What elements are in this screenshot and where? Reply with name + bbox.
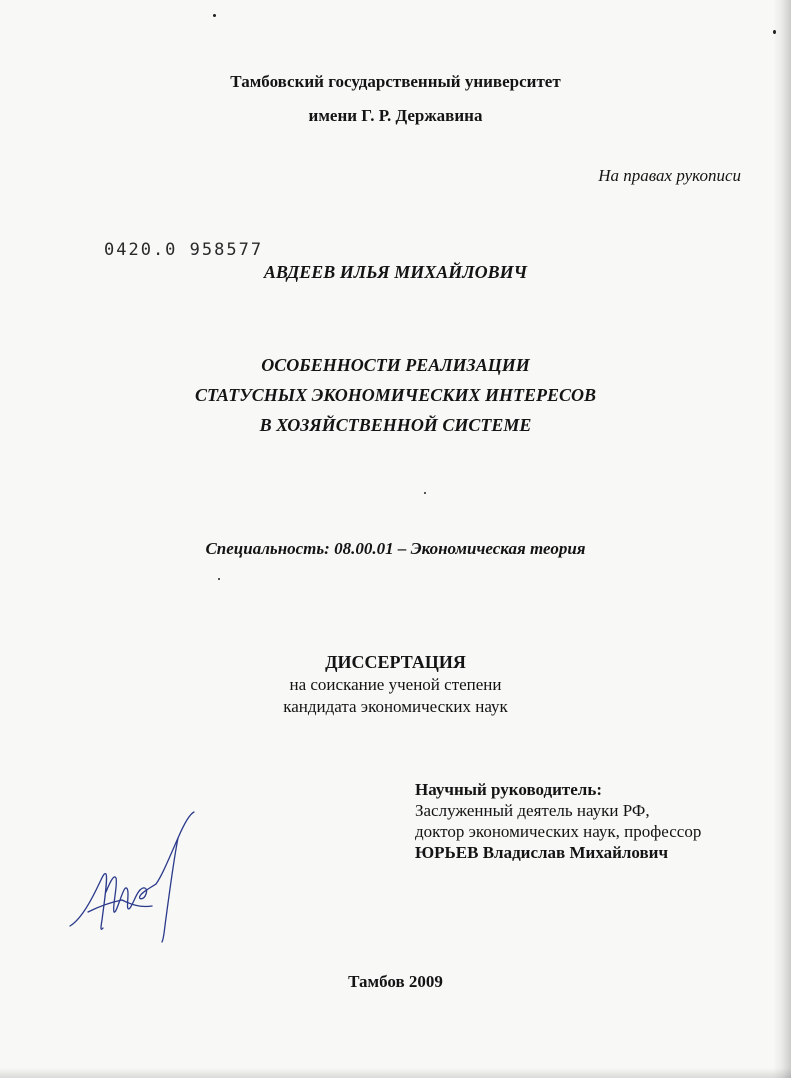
author-name: АВДЕЕВ ИЛЬЯ МИХАЙЛОВИЧ [263,262,528,282]
scan-speck [213,14,216,17]
supervisor-title-line2: доктор экономических наук, профессор [415,822,702,841]
archive-stamp-number: 0420.0 958577 [104,240,264,260]
specialty-line: Специальность: 08.00.01 – Экономическая теория [205,539,586,558]
supervisor-block [415,779,701,863]
scan-speck [218,578,220,580]
supervisor-title-line1: Заслуженный деятель науки РФ, [415,801,650,820]
dissertation-title-line1: ОСОБЕННОСТИ РЕАЛИЗАЦИИ [261,355,530,375]
city-year: Тамбов 2009 [348,972,443,991]
scan-edge-shadow [0,1068,791,1078]
manuscript-note: На правах рукописи [598,166,741,185]
degree-line1: на соискание ученой степени [289,675,502,694]
university-name-line2: имени Г. Р. Державина [308,106,483,125]
dissertation-title-line3: В ХОЗЯЙСТВЕННОЙ СИСТЕМЕ [259,415,532,435]
handwritten-signature [60,808,210,958]
dissertation-heading: ДИССЕРТАЦИЯ [325,652,466,672]
dissertation-title-line2: СТАТУСНЫХ ЭКОНОМИЧЕСКИХ ИНТЕРЕСОВ [195,385,596,405]
university-name-line1: Тамбовский государственный университет [230,72,561,91]
supervisor-name: ЮРЬЕВ Владислав Михайлович [415,843,669,862]
degree-line2: кандидата экономических наук [283,697,508,716]
supervisor-label: Научный руководитель: [415,780,602,799]
scan-speck [424,492,426,494]
scan-edge-shadow [773,0,791,1078]
